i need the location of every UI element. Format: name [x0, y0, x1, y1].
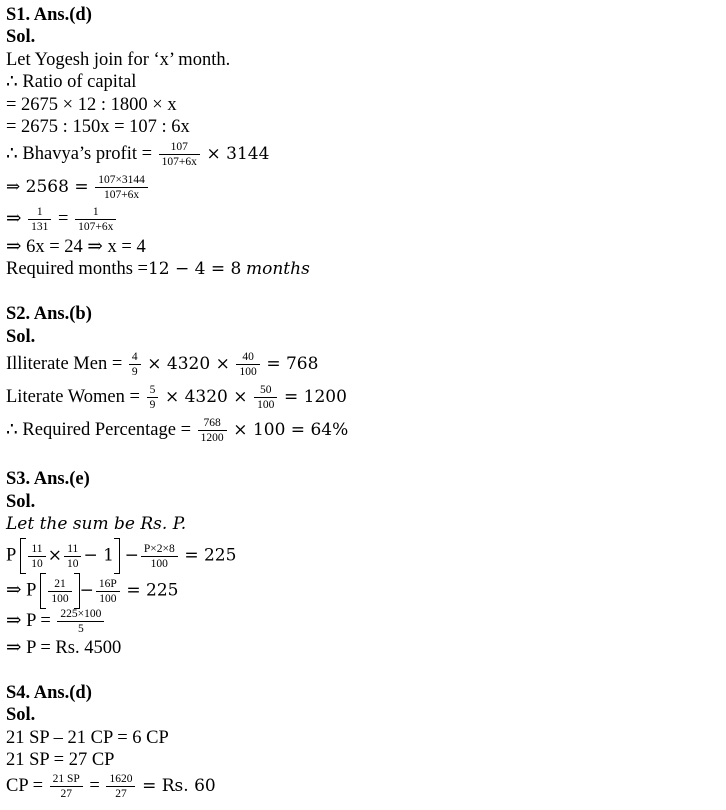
s1-fraction-1-131 — [28, 205, 51, 234]
denominator: 27 — [115, 788, 127, 800]
denominator: 100 — [150, 557, 168, 570]
s1-line-5-rhs: × 3144 — [206, 143, 270, 164]
s2-sol-label: Sol. — [6, 327, 36, 347]
denominator: 100 — [239, 366, 257, 378]
denominator: 10 — [31, 557, 43, 570]
numerator: 107 — [159, 140, 200, 155]
numerator: 768 — [198, 416, 227, 431]
denominator: 9 — [149, 399, 156, 411]
s1-line-6-lhs: ⇒ 2568 = — [6, 176, 89, 197]
s3-sol-label: Sol. — [6, 492, 36, 512]
numerator: 11 — [64, 542, 82, 557]
s4-line-3-equals: = — [89, 775, 100, 796]
s3-line-2-minus-one: − 1 — [83, 545, 114, 566]
denominator: 10 — [66, 557, 79, 570]
s2-line-3 — [6, 416, 348, 445]
s4-line-2: 21 SP = 27 CP — [6, 750, 115, 770]
s2-line-2 — [6, 383, 347, 412]
s3-line-3-result: = 225 — [126, 580, 179, 601]
s3-fraction-interest — [141, 542, 178, 571]
numerator: 4 — [129, 350, 141, 365]
numerator: 50 — [254, 383, 277, 398]
s3-heading: S3. Ans.(e) — [6, 469, 90, 489]
s4-heading: S4. Ans.(d) — [6, 683, 92, 703]
s2-fraction-768-1200 — [198, 416, 227, 445]
s4-line-3 — [6, 772, 216, 801]
s3-line-3 — [6, 573, 179, 609]
left-bracket — [20, 538, 26, 574]
right-bracket — [114, 538, 120, 574]
s3-line-4 — [6, 607, 106, 636]
denominator: 100 — [51, 592, 69, 605]
numerator: 1620 — [106, 772, 135, 787]
s4-sol-label: Sol. — [6, 705, 36, 725]
s1-fraction-2568 — [95, 173, 148, 202]
denominator: 27 — [60, 788, 72, 800]
s1-line-9 — [6, 258, 310, 280]
s3-line-2-minus: − — [124, 545, 139, 566]
s2-line-1-lhs: Illiterate Men = — [6, 353, 123, 374]
s3-fraction-225x100-5 — [57, 607, 104, 636]
numerator: 40 — [236, 350, 259, 365]
denominator: 131 — [31, 221, 49, 233]
numerator: 107×3144 — [95, 173, 148, 188]
s2-fraction-50-100 — [254, 383, 277, 412]
s2-fraction-40-100 — [236, 350, 259, 379]
numerator: 1 — [75, 205, 116, 220]
s2-line-2-result: = 1200 — [284, 386, 347, 407]
left-bracket — [40, 573, 46, 609]
s1-line-5 — [6, 140, 269, 169]
s3-line-5: ⇒ P = Rs. 4500 — [6, 638, 122, 658]
s1-line-9-unit: months — [245, 259, 310, 279]
s2-line-1-result: = 768 — [266, 353, 319, 374]
s3-fraction-11-10-b — [64, 542, 82, 571]
denominator: 1200 — [200, 432, 224, 444]
s1-line-7 — [6, 205, 118, 234]
s1-line-9-lhs: Required months = — [6, 259, 148, 279]
s4-fraction-21sp-27 — [50, 772, 83, 801]
denominator: 9 — [131, 366, 138, 378]
s2-fraction-4-9 — [129, 350, 141, 379]
s3-fraction-16p-100 — [96, 577, 120, 606]
s1-line-4: = 2675 : 150x = 107 : 6x — [6, 117, 190, 137]
s1-line-7-arrow: ⇒ — [6, 208, 22, 229]
s3-line-2-result: = 225 — [184, 545, 237, 566]
s2-line-2-lhs: Literate Women = — [6, 386, 140, 407]
s3-line-2 — [6, 538, 236, 574]
s1-line-9-math: 12 − 4 = 8 — [147, 259, 242, 279]
numerator: 1 — [28, 205, 51, 220]
numerator: 11 — [28, 542, 46, 557]
numerator: 16P — [96, 577, 120, 592]
s2-line-1 — [6, 350, 318, 379]
s4-line-1: 21 SP – 21 CP = 6 CP — [6, 728, 169, 748]
s1-sol-label: Sol. — [6, 27, 36, 47]
denominator: 107+6x — [161, 156, 197, 168]
numerator: 21 — [48, 577, 71, 592]
s1-heading: S1. Ans.(d) — [6, 5, 92, 25]
s2-line-3-result: × 100 = 64% — [233, 419, 349, 440]
numerator: 21 SP — [50, 772, 83, 787]
s1-line-5-lhs: ∴ Bhavya’s profit = — [6, 143, 153, 164]
s3-line-3-lhs: ⇒ P — [6, 580, 36, 601]
s1-line-7-equals: = — [58, 208, 69, 229]
s4-line-3-result: = Rs. 60 — [142, 775, 216, 796]
s3-fraction-21-100 — [48, 577, 71, 606]
s1-fraction-1-107 — [75, 205, 116, 234]
numerator: 5 — [147, 383, 159, 398]
numerator: 225×100 — [57, 607, 104, 622]
s1-line-6 — [6, 173, 150, 202]
s1-line-8: ⇒ 6x = 24 ⇒ x = 4 — [6, 237, 146, 257]
s3-fraction-11-10-a — [28, 542, 46, 571]
s2-line-3-lhs: ∴ Required Percentage = — [6, 419, 192, 440]
s2-line-2-mid: × 4320 × — [164, 386, 248, 407]
s1-line-2: ∴ Ratio of capital — [6, 72, 137, 92]
s1-line-1: Let Yogesh join for ‘x’ month. — [6, 50, 231, 70]
s2-heading: S2. Ans.(b) — [6, 304, 92, 324]
denominator: 107+6x — [78, 221, 114, 233]
s1-line-3: = 2675 × 12 : 1800 × x — [6, 95, 177, 115]
denominator: 100 — [99, 592, 117, 605]
s3-line-2-p: P — [6, 545, 16, 566]
s3-line-3-minus: − — [79, 580, 94, 601]
numerator: P×2×8 — [141, 542, 178, 557]
s4-line-3-lhs: CP = — [6, 775, 43, 796]
s3-line-1: Let the sum be Rs. P. — [6, 514, 187, 534]
denominator: 107+6x — [103, 189, 140, 201]
denominator: 5 — [78, 623, 84, 635]
s2-line-1-mid: × 4320 × — [147, 353, 230, 374]
s4-fraction-1620-27 — [106, 772, 135, 801]
s3-line-2-times: × — [47, 545, 62, 566]
denominator: 100 — [257, 399, 275, 411]
s3-line-4-lhs: ⇒ P = — [6, 610, 51, 631]
s1-fraction-profit — [159, 140, 200, 169]
s2-fraction-5-9 — [147, 383, 159, 412]
